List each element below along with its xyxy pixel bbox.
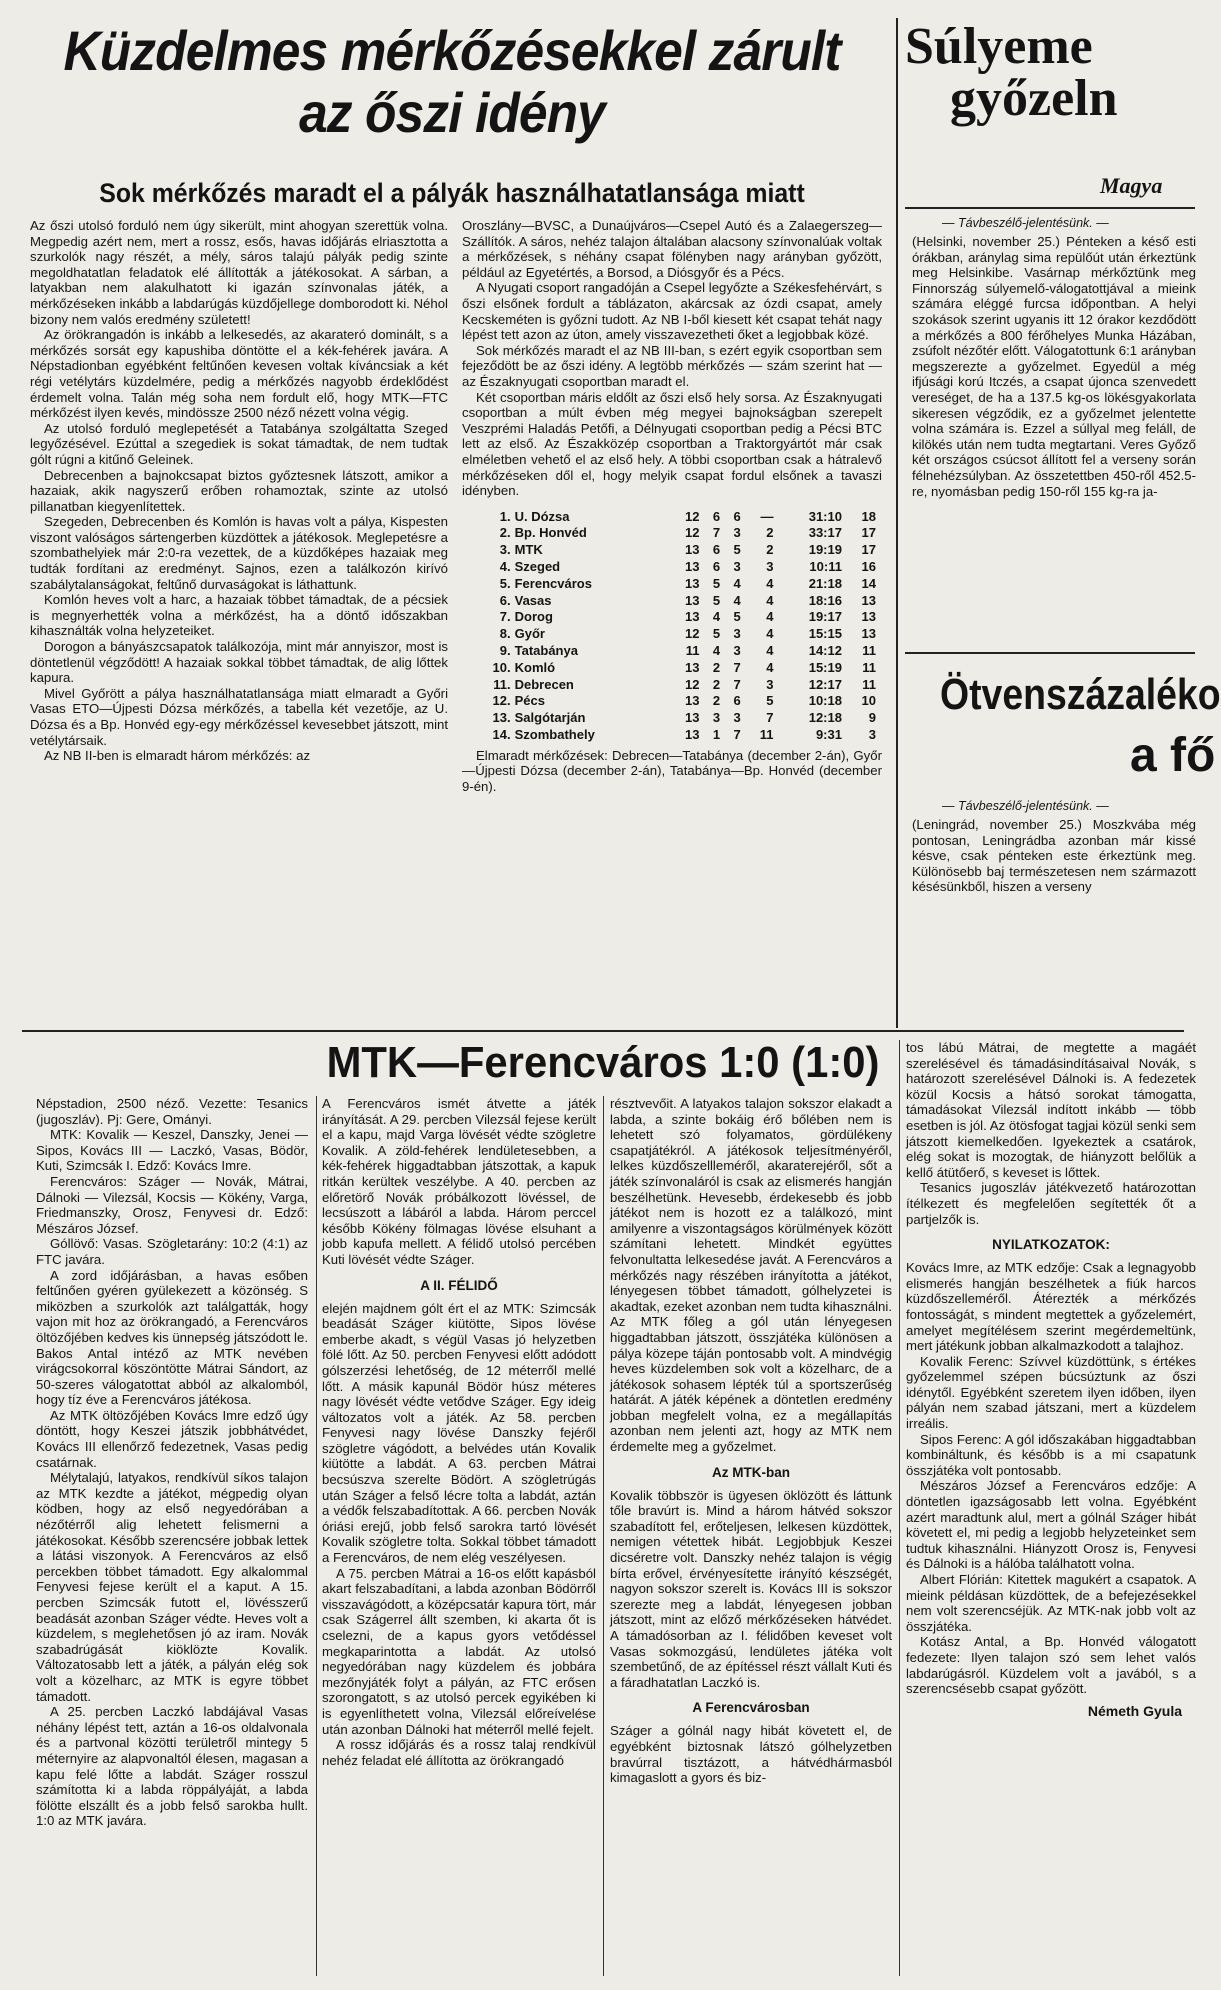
paragraph: Kovalik Ferenc: Szívvel küzdöttünk, s értékes győzelemmel szépen búcsúztunk az őszi idénytől. Egyébként szeretem ilyen időben, ilyen pályán nem szabad játszani, mert a küzdelem irreális.	[906, 1353, 1196, 1432]
sub-headline: Sok mérkőzés maradt el a pályák használhatatlansága miatt	[99, 178, 805, 208]
paragraph: Komlón heves volt a harc, a hazaiak többet támadtak, de a pécsiek is megnyerhették volna a mérkőzést, ha a döntő időszakban kihasználták volna helyzeteiket.	[30, 592, 448, 639]
table-cell: U. Dózsa	[514, 508, 570, 524]
main-headline: Küzdelmes mérkőzésekkel zárult az őszi idény	[63, 19, 841, 144]
table-row	[472, 693, 878, 710]
table-cell: 18:16	[808, 592, 842, 608]
match-column-2-text-b	[322, 1301, 596, 1769]
column-divider	[316, 1096, 317, 1976]
paragraph: (Helsinki, november 25.) Pénteken a késő esti órákban, aránylag sima repülőút után érkeztünk meg Helsinkibe. Vasárnap mérkőztünk meg Finnország súlyemelő-válogatottjával a mieink számára eléggé furcsa időpontban. A helyi szokások szerint ugyanis itt 12 órakor kezdődött a mérkőzés a 800 férőhelyes Munka Házában, zsúfolt nézőtér előtt. Válogatottunk 6:1 arányban megszerezte a győzelmet. Egyedül a még ifjúsági korú Itczés, a csapat újonca szenvedett vereséget, de ha a 137.5 kg-os lökésgyakorlata sikeresen végződik, ez a győzelmet jelentette volna számára is. Ezzel a súllyal meg feláll, de kilökés után nem tudta megtartani. Veres Győző két országos csúcsot állított fel a verseny során félnehézsúlyban. Az összetettben 450-ről 452.5-re, nyomásban pedig 150-ről 155 kg-ra ja-	[912, 234, 1196, 499]
paragraph: Mészáros József a Ferencváros edzője: A döntetlen igazságosabb lett volna. Egyébként azért maradtunk alul, mert a gólnál Száger hibát követett el, mi pedig a legjobb helyzeteinket sem tudtuk kihasználni. Hiányzott Orosz is, Fenyvesi és Dálnoki is a hálóba találhatott volna.	[906, 1478, 1196, 1572]
table-cell: 15:15	[808, 626, 842, 642]
column-divider	[603, 1096, 604, 1976]
table-cell: 11	[862, 676, 876, 692]
paragraph: Száger a gólnál nagy hibát követett el, de egyébként biztosnak látszó gólhelyzetben bravúrral tisztázott, a hátvédhármasból kimagaslott a gyors és biz-	[610, 1723, 892, 1786]
paragraph: Oroszlány—BVSC, a Dunaújváros—Csepel Autó és a Zalaegerszeg—Szállítók. A sáros, nehéz talajon általában alacsony színvonalúak voltak a mérkőzések, s néhány csapat fölényben nagy arányban győzött, például az Egyetértés, a Borsod, a Diósgyőr és a Pécs.	[462, 218, 882, 280]
table-cell: 12	[685, 626, 700, 642]
table-cell: 3	[766, 559, 774, 575]
paragraph: (Leningrád, november 25.) Moszkvába még pontosan, Leningrádba azonban már kissé késve, csak pénteken este érkeztünk meg. Különösebb baj természetesen nem származott késésünkből, hiszen a verseny	[912, 817, 1196, 895]
paragraph: Az örökrangadón is inkább a lelkesedés, az akarateró dominált, s a mérkőzés sorsát egy kapushiba döntötte el a kék-fehérek javára. A Népstadionban egyébként feltűnően kevesen voltak kíváncsiak a két régi vetélytárs küzdelmére, pedig a mérkőzés nagyobb érdeklődést érdemelt volna. Talán még soha nem fordult elő, hogy MTK—FTC mérkőzést ilyen kevés, mindössze 2500 néző nézett volna végig.	[30, 327, 448, 421]
match-column-2	[322, 1096, 596, 1976]
paragraph: A rossz időjárás és a rossz talaj rendkívül nehéz feladat elé állította az örökrangadó	[322, 1737, 596, 1768]
table-cell: 11	[862, 659, 876, 675]
statements-heading: NYILATKOZATOK:	[992, 1237, 1110, 1253]
dateline: — Távbeszélő-jelentésünk. —	[942, 799, 1109, 813]
table-cell: Győr	[514, 626, 545, 642]
paragraph: Az NB II-ben is elmaradt három mérkőzés: az	[44, 748, 311, 764]
paragraph: MTK: Kovalik — Keszel, Danszky, Jenei — Sipos, Kovács III — Laczkó, Vasas, Bödör, Kuti, Szimcsák I. Edző: Kovács Imre.	[36, 1127, 308, 1174]
paragraph: Két csoportban máris eldőlt az őszi első hely sorsa. Az Északnyugati csoportban a múlt évben még megyei bajnokságban szerepelt Veszprémi Haladás Petőfi, a Délnyugati csoportban pedig a Pécsi BTC lett az első. Az Északközép csoportban a Traktorgyártót már csak elméletben vehető el az első hely. A többi csoportban csak a hátralevő mérkőzéseken dől el, hogy melyik csapat fordul elsőnek a tavaszi idényben.	[462, 389, 882, 499]
author-signature: Németh Gyula	[1087, 1702, 1182, 1719]
table-cell: MTK	[514, 542, 543, 558]
table-cell: Bp. Honvéd	[514, 525, 587, 541]
table-cell: 7.	[499, 609, 511, 625]
paragraph: Az utolsó forduló meglepetését a Tatabánya szolgáltatta Szeged legyőzésével. Ezúttal a szegediek is sokat támadtak, de nem tudtak gólt rúgni a kitűnő Geleinek.	[30, 420, 448, 467]
table-cell: 13	[685, 710, 700, 726]
table-cell: 3	[868, 727, 876, 743]
table-cell: Pécs	[514, 693, 545, 709]
table-row	[472, 710, 878, 727]
table-cell: 6	[712, 559, 721, 575]
table-cell: 9:31	[815, 727, 842, 743]
table-cell: 9	[868, 710, 876, 726]
match-column-4-text	[906, 1040, 1196, 1227]
table-cell: 11.	[493, 676, 511, 692]
right-article-top	[912, 212, 1196, 662]
table-cell: 10:11	[809, 559, 842, 575]
table-cell: 12	[685, 676, 700, 692]
table-cell: 13	[861, 609, 876, 625]
table-row	[472, 609, 878, 626]
table-cell: 7	[766, 710, 774, 726]
table-cell: 13	[685, 592, 700, 608]
table-cell: 13	[685, 609, 700, 625]
table-cell: Ferencváros	[514, 575, 592, 591]
table-row	[472, 677, 878, 694]
table-row	[472, 643, 878, 660]
ftc-review-text	[610, 1723, 892, 1785]
table-cell: 17	[861, 525, 876, 541]
table-cell: 4	[766, 609, 774, 625]
table-cell: 13	[861, 592, 876, 608]
table-cell: 10:18	[808, 693, 842, 709]
standings-table-wrap	[472, 509, 878, 744]
paragraph: Tesanics jugoszláv játékvezető határozottan ítélkezett és megfelelően segítették őt a partjelzők is.	[906, 1180, 1196, 1227]
table-cell: 21:18	[808, 575, 842, 591]
table-cell: 12	[685, 508, 700, 524]
table-cell: 13	[685, 542, 700, 558]
table-cell: 4	[733, 575, 741, 591]
table-cell: 11	[862, 643, 876, 659]
table-cell: 4	[766, 643, 774, 659]
table-cell: 13	[685, 659, 700, 675]
table-cell: 1	[712, 727, 721, 743]
table-cell: 2	[712, 676, 721, 692]
right-headline-line3: Magya	[1100, 173, 1163, 198]
paragraph: Kovalik többször is ügyesen öklözött és láttunk tőle bravúrt is. Mind a három hátvéd sokszor szabadított fel, erőteljesen, lelkesen küzdöttek, nemigen vétettek hibát. Legjobbjuk Keszei dicséretre volt. Danszky nehéz talajon is végig bírta erővel, érvényesítette irányító készségét, nagyon sokszor szerelt is. Kovács III is sokszor szerezte meg a labdát, lényegesen jobban játszott, mint az előző mérkőzéseken hátvédet. A támadósorban az I. félidőben keveset volt Vasas sokmozgású, lendületes játéka volt szembetűnő, de az építéssel részt vállalt Kuti és a fáradhatatlan Laczkó is.	[610, 1487, 892, 1690]
table-cell: 12.	[492, 693, 511, 709]
table-cell: 12	[685, 525, 700, 541]
match-column-4	[906, 1040, 1196, 1976]
paragraph: tos lábú Mátrai, de megtette a magáét szerelésével és támadásindításaival Novák, s határozott szerelésével Dálnoki is. A fedezetek közül Kocsis a hátsó sorokat támogatta, támadásokat Vilezsál indított inkább — több esetben is jól. Az ötösfogat tagjai közül senki sem játszott kiemelkedően. Igyekeztek a csatárok, elég sokat is mozogtak, de hiányzott belőlük a kellő átütőerő, s keveset is lőttek.	[906, 1040, 1196, 1180]
paragraph: Mivel Győrött a pálya használhatatlansága miatt elmaradt a Győri Vasas ETO—Újpesti Dózsa mérkőzés, a tabella két vezetője, az U. Dózsa és a Bp. Honvéd egy-egy mérkőzéssel kevesebbet játszott, mint vetélytársaik.	[30, 685, 448, 748]
table-row	[472, 727, 878, 744]
right-headline-line2: győzeln	[950, 70, 1118, 127]
table-cell: 5	[733, 542, 741, 558]
paragraph: Góllövő: Vasas. Szögletarány: 10:2 (4:1) az FTC javára.	[36, 1236, 308, 1267]
paragraph: Albert Flórián: Kitettek magukért a csapatok. A mieink példásan küzdöttek, de a befejezésekkel nem volt szerencséjük. Az MTK-nak jobb volt az összjátéka.	[906, 1572, 1196, 1634]
table-cell: 16	[861, 559, 876, 575]
table-cell: 31:10	[808, 508, 842, 524]
right-top-text	[912, 234, 1196, 499]
match-column-1	[36, 1096, 308, 1976]
right-rule	[905, 652, 1195, 654]
table-cell: 10.	[492, 659, 511, 675]
paragraph: Népstadion, 2500 néző. Vezette: Tesanics (jugoszláv). Pj: Gere, Ományi.	[36, 1096, 308, 1127]
section-rule	[22, 1030, 1184, 1032]
postponed-matches: Elmaradt mérkőzések: Debrecen—Tatabánya (december 2-án), Győr—Újpesti Dózsa (december 2-án), Tatabánya—Bp. Honvéd (december 9-én).	[462, 747, 882, 795]
table-row	[472, 509, 878, 526]
table-cell: 5	[712, 626, 721, 642]
table-cell: 3	[733, 626, 741, 642]
paragraph: Mélytalajú, latyakos, rendkívül síkos talajon az MTK kezdte a játékot, mégpedig olyan ködben, hogy az első negyedórában a nézőtérről alig lehetett felismerni a játékosokat. Később szerencsére jobbak lettek a látási viszonyok. A Ferencváros az első percekben többet támadott. Egy alkalommal Fenyvesi fejese került el a kaput. A 15. percben Szimcsák futott el, lövésszerű beadását azonban Száger védte. Heves volt a küzdelem, s meglehetősen jó az iram. Novák szabadrúgását kiöklözte Kovalik. Változatosabb lett a játék, a pályán elég sok volt a közelharc, az MTK is egyre többet támadott.	[36, 1470, 308, 1704]
paragraph: Kotász Antal, a Bp. Honvéd válogatott fedezete: Ilyen talajon szó sem lehet valós labdarúgásról. Küzdelem volt a javából, s a szerencsésebb csapat győzött.	[906, 1634, 1196, 1697]
table-cell: 17	[861, 542, 876, 558]
table-cell: 8.	[499, 626, 511, 642]
table-cell: 5.	[499, 575, 511, 591]
mtk-review-text	[610, 1488, 892, 1691]
article-column-2	[462, 218, 882, 1023]
table-cell: —	[760, 508, 774, 524]
statements-text	[906, 1260, 1196, 1697]
table-cell: 2	[712, 659, 721, 675]
paragraph: A 75. percben Mátrai a 16-os előtt kapásból akart felszabadítani, a labda azonban Bödörről visszavágódott, a középcsatár kapura tört, már csak Szágerrel állt szemben, ki akarta őt is cselezni, de a kapus gyors vetődéssel megkaparintotta a labdát. Az utolsó negyedórában nagy küzdelem és jobbára mezőnyjáték folyt a pályán, az FTC erősen szorongatott, s az utolsó percek egyikében ki is egyenlíthetett volna, Vilezsál előreívelése után azonban Dálnoki hat méterről mellé fejelt.	[322, 1565, 596, 1737]
table-cell: 13	[685, 693, 700, 709]
table-cell: 13	[685, 727, 700, 743]
table-cell: 12:17	[808, 676, 842, 692]
paragraph: Debrecenben a bajnokcsapat biztos győztesnek látszott, amikor a hazaiak, akik nagyszerű erőben rohamoztak, szinte az utolsó pillanatban kiegyenlítettek.	[30, 467, 448, 514]
table-cell: 4	[733, 592, 741, 608]
ftc-heading: A Ferencvárosban	[692, 1700, 810, 1716]
table-cell: 13	[861, 626, 876, 642]
column-divider	[896, 18, 898, 1028]
match-column-3	[610, 1096, 892, 1976]
right-headline-line1: Súlyeme	[905, 18, 1093, 75]
right-mid-text	[912, 817, 1196, 895]
table-cell: 4	[766, 592, 774, 608]
table-cell: 14:12	[808, 643, 842, 659]
table-cell: 9.	[499, 643, 511, 659]
mtk-heading: Az MTK-ban	[712, 1464, 790, 1480]
paragraph: A Nyugati csoport rangadóján a Csepel legyőzte a Székesfehérvárt, s őszi elsőnek fordult a táblázaton, akárcsak az ózdi csapat, amely Kecskeméten is győzni tudott. Az NB I-ből kiesett két csapat tehát nagy lépést tett azon az úton, amely visszavezetheti őket a legjobbak közé.	[462, 280, 882, 343]
match-column-2-text	[322, 1096, 596, 1268]
table-cell: 4	[712, 643, 721, 659]
table-cell: 19:19	[808, 542, 842, 558]
paragraph: A zord időjárásban, a havas esőben feltűnően gyéren gyülekezett a közönség. S miközben a szurkolók azt találgatták, hogy vajon mit hoz az örökrangadó, a Ferencváros öltözőjében kedves kis ünnepség játszódott le. Bakos Antal intéző az MTK nevében virágcsokorral köszöntötte Mátrai Sándort, az 50-szeres válogatottat abból az alkalomból, hogy tíz éve a Ferencváros játékosa.	[36, 1267, 308, 1408]
table-cell: 15:19	[808, 659, 842, 675]
table-cell: 6	[733, 693, 741, 709]
table-cell: 3	[733, 643, 741, 659]
table-cell: Tatabánya	[514, 643, 578, 659]
paragraph: résztvevőit. A latyakos talajon sokszor elakadt a labda, a szinte bokáig érő bőlében nem is lehetett szó folyamatos, gördülékeny csapatjátékról. A játékosok teljesítményéről, lelkes küzdőszellleméről, akaraterejéről, sőt a játék színvonaláról is csak az elismerés hangján beszélhetünk. Hevesebb, érdekesebb és jobb játékot nem is hozott ez a találkozó, mint amilyenre a viszontagságos körülmények között számítani lehetett. Mindkét együttes felvonultatta lelkesedése javát. A Ferencváros a mérkőzés nagy részében irányította a játékot, lényegesen többet támadott, gólhelyzetei is akadtak, ezeket azonban nem tudta kihasználni. Az MTK főleg a gól után lényegesen higgadtabban játszott, összjátéka különösen a pálya közepe táján pontosabb volt. A mindvégig heves küzdelemben sok volt a közelharc, de a játékosok sohasem lépték túl a sportszerűség határát. A játék képének a döntetlen eredmény jobban megfelelt volna, ez a megállapítás azonban nem jelenti azt, hogy az MTK nem érdemelte meg a győzelmet.	[610, 1096, 892, 1455]
dateline: — Távbeszélő-jelentésünk. —	[942, 216, 1109, 230]
column-2-text	[462, 218, 882, 499]
table-row	[472, 559, 878, 576]
table-cell: 3.	[499, 542, 511, 558]
table-cell: 18	[861, 508, 876, 524]
table-row	[472, 525, 878, 542]
table-cell: Salgótarján	[514, 710, 586, 726]
table-cell: 3	[766, 676, 774, 692]
table-cell: 5	[733, 609, 741, 625]
table-row	[472, 660, 878, 677]
paragraph: Sipos Ferenc: A gól időszakában higgadtabban kombináltunk, és később is a mi csapatunk összjátéka volt pontosabb.	[906, 1431, 1196, 1478]
table-row	[472, 542, 878, 559]
table-cell: 13	[685, 575, 700, 591]
paragraph: Dorogon a bányászcsapatok találkozója, mint már annyiszor, most is döntetlenül végződött! A hazaiak sokkal többet támadtak, de alig lőttek kapura.	[30, 639, 448, 686]
table-cell: Szombathely	[514, 727, 595, 743]
table-cell: 2	[766, 542, 774, 558]
table-cell: 4.	[499, 559, 511, 575]
table-cell: 11	[759, 727, 774, 743]
standings-table	[472, 509, 878, 744]
paragraph: A 25. percben Laczkó labdájával Vasas néhány lépést tett, aztán a 16-os oldalvonala és a partvonal közötti területről mintegy 5 méternyire az alapvonaltól élesen, magasan a kapu felé lőtte a labdát. Száger rosszul számította ki a labda röppályáját, a labda fölötte elszállt és a jobb felső sarokba hullt. 1:0 az MTK javára.	[36, 1704, 308, 1829]
table-cell: 6	[712, 508, 721, 524]
table-cell: 7	[733, 676, 741, 692]
table-cell: 2.	[499, 525, 511, 541]
right-rule	[905, 207, 1195, 209]
table-cell: 4	[766, 659, 774, 675]
table-cell: 2	[712, 693, 721, 709]
paragraph: A Ferencváros ismét átvette a játék irányítását. A 29. percben Vilezsál fejese került el a kapu, majd Varga lövését védte szögletre Kovalik. A zöld-fehérek lendületesebben, a kék-fehérek higgadtabban játszottak, a kapuk ritkán kerültek veszélybe. A 40. percben az előretörő Novák próbálkozott lövéssel, de lecsúszott a lábáról a labda. Három perccel később Kökény fölmagas lövése elsuhant a jobb kapufa mellett. A félidő utolsó percében Kuti lövését védte Száger.	[322, 1096, 596, 1267]
table-cell: 7	[712, 525, 721, 541]
table-cell: 6.	[499, 592, 511, 608]
table-cell: 13.	[492, 710, 511, 726]
table-cell: 6	[733, 508, 741, 524]
table-cell: 5	[766, 693, 774, 709]
table-cell: 7	[733, 727, 741, 743]
table-cell: 10	[861, 693, 876, 709]
table-cell: 33:17	[808, 525, 842, 541]
table-cell: 4	[712, 609, 721, 625]
table-cell: 3	[733, 559, 741, 575]
table-cell: 4	[766, 626, 774, 642]
table-cell: 14.	[492, 727, 511, 743]
table-cell: 3	[712, 710, 721, 726]
right-mid-headline-line1: Ötvenszázaléko	[940, 670, 1221, 719]
table-cell: Debrecen	[514, 676, 574, 692]
table-cell: Komló	[514, 659, 556, 675]
table-row	[472, 576, 878, 593]
paragraph: Ferencváros: Száger — Novák, Mátrai, Dálnoki — Vilezsál, Kocsis — Kökény, Varga, Friedmanszky, Orosz, Fenyvesi dr. Edző: Mészáros József.	[36, 1173, 308, 1236]
match-headline: MTK—Ferencváros 1:0 (1:0)	[326, 1038, 880, 1087]
paragraph: elején majdnem gólt ért el az MTK: Szimcsák beadását Száger kiütötte, Sipos lövése emberbe akadt, s végül Vasas jó helyzetben fölé lőtt. Az 50. percben Fenyvesi előtt adódott gólszerzési lehetőség, de 12 méterről mellé lőtt. A másik kapunál Bödör húsz méteres nagy lövését védte vetődve Száger. Egy ideig változatos volt a játék. Az 58. percben Fenyvesi nagy lövése Danszky fejéről szögletre vágódott, a belvédes után Kovalik kiütötte a labdát. A 63. percben Mátrai becsúszva szerelte Bödört. A szögletrúgás után Száger a felső lécre tolta a labdát, aztán a védők felszabadítottak. A 66. percben Novák óriási erejű, jobb felső sarokra tartó lövését Kovalik szögletre tolta. Sokkal többet támadott a Ferencváros, de nem elég veszélyesen.	[322, 1300, 596, 1566]
table-cell: 5	[712, 592, 721, 608]
table-cell: Dorog	[514, 609, 553, 625]
table-cell: 7	[733, 659, 741, 675]
table-cell: 3	[733, 525, 741, 541]
table-cell: 12:18	[808, 710, 842, 726]
right-article-mid	[912, 795, 1196, 1025]
table-cell: 2	[766, 525, 774, 541]
table-cell: 13	[685, 559, 700, 575]
table-cell: 6	[712, 542, 721, 558]
paragraph: Az őszi utolsó forduló nem úgy sikerült, mint ahogyan szerettük volna. Megpedig azért nem, mert a rossz, esős, havas időjárás elriasztotta a szurkolók nagy részét, a mély, sáros talajú pályák pedig szinte megoldhatatlan feladatok elé állították a játékosokat. A sárban, a latyakban nem alakulhatott ki igazán színvonalas játék, a mérkőzéseken inkább a labdarúgás küzdőjellege domborodott ki. Néhol bizony nem valós eredmény született!	[30, 218, 448, 327]
table-cell: 11	[685, 643, 700, 659]
paragraph: Kovács Imre, az MTK edzője: Csak a legnagyobb elismerés hangján beszélhetek a fiúk harcos küzdőszelleméről. Átérezték a mérkőzés fontosságát, s mindent megtettek a győzelemért, amelyet megítélésem szerint megérdemeltünk, mert játékunk jobban alkalmazkodott a talajhoz.	[906, 1260, 1196, 1354]
table-cell: 5	[712, 575, 721, 591]
article-column-1	[30, 218, 448, 1023]
table-cell: 4	[766, 575, 774, 591]
table-cell: 14	[861, 575, 876, 591]
table-cell: Szeged	[514, 559, 561, 575]
paragraph: Sok mérkőzés maradt el az NB III-ban, s ezért egyik csoportban sem fejeződött be az őszi idény. A legtöbb mérkőzés — szám szerint hat — az Északnyugati csoportban maradt el.	[462, 342, 882, 389]
column-divider	[899, 1040, 900, 1976]
paragraph: Az MTK öltözőjében Kovács Imre edző úgy döntött, hogy Keszei játszik jobbhátvédet, Kovács III ellenőrző fedezetnek, Vasas pedig csatárnak.	[36, 1407, 308, 1470]
second-half-heading: A II. FÉLIDŐ	[420, 1277, 498, 1293]
table-cell: 3	[733, 710, 741, 726]
paragraph: Szegeden, Debrecenben és Komlón is havas volt a pálya, Kispesten viszont valóságos sártengerben küzdöttek a játékosok. Meglepetésre a szombathelyiek már 2:0-ra vezettek, de a küzdőképes hazaiak meg tudták fordítani az eredményt. Sajnos, ezen a találkozón kirívó szabálytalanságokat, feltűnő durvaságokat is láthattunk.	[30, 514, 448, 592]
table-row	[472, 593, 878, 610]
match-column-3-text	[610, 1096, 892, 1455]
right-mid-headline-line2: a fő	[1130, 729, 1216, 782]
table-row	[472, 626, 878, 643]
table-cell: 19:17	[808, 609, 842, 625]
table-cell: 1.	[499, 508, 511, 524]
table-cell: Vasas	[514, 592, 552, 608]
